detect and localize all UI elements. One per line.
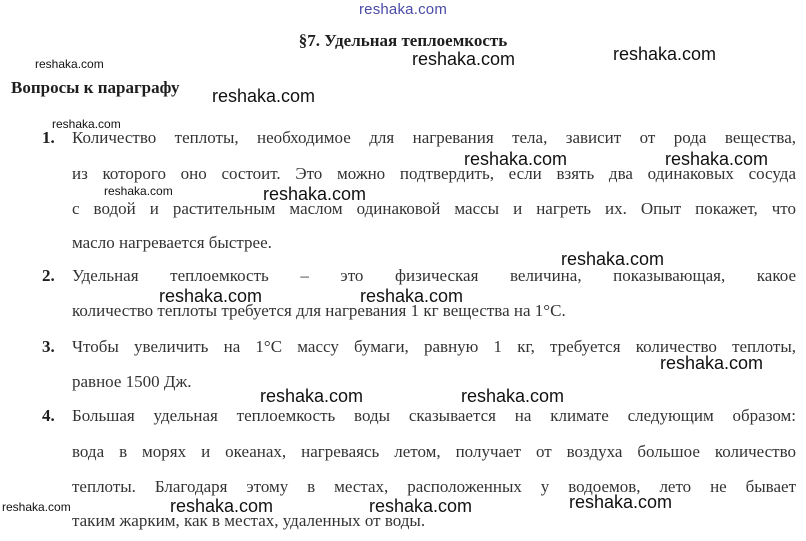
question-3-line-1: Чтобы увеличить на 1°С массу бумаги, равную 1 кг, требуется количество теплоты, [72,337,796,356]
question-4-line-4: таким жарким, как в местах, удаленных от воды. [72,511,426,530]
question-4-number: 4. [42,406,55,425]
question-1-line-1: Количество теплоты, необходимое для нагревания тела, зависит от рода вещества, [72,128,796,147]
question-2-line-1: Удельная теплоемкость – это физическая величина, показывающая, какое [72,266,796,285]
page-title: §7. Удельная теплоемкость [298,31,508,50]
question-1-number: 1. [42,128,55,147]
watermark: reshaka.com [260,386,364,406]
question-3-line-2: равное 1500 Дж. [72,372,192,391]
section-heading: Вопросы к параграфу [11,78,180,97]
watermark: reshaka.com [35,57,104,71]
watermark: reshaka.com [263,184,367,204]
question-4-line-1: Большая удельная теплоемкость воды сказывается на климате следующим образом: [72,406,796,425]
watermark: reshaka.com [52,117,121,131]
question-3-number: 3. [42,337,55,356]
question-1-line-4: масло нагревается быстрее. [72,233,272,252]
watermark: reshaka.com [104,184,173,198]
watermark: reshaka.com [212,86,316,106]
question-2-number: 2. [42,266,55,285]
watermark: reshaka.com [613,44,717,64]
watermark: reshaka.com [360,286,464,306]
watermark: reshaka.com [2,500,71,514]
question-1-line-2: из которого оно состоит. Это можно подтвердить, если взять два одинаковых сосуда [72,164,796,183]
watermark: reshaka.com [461,386,565,406]
question-1-line-3: с водой и растительным маслом одинаковой массы и нагреть их. Опыт покажет, что [72,199,796,218]
watermark: reshaka.com [170,496,274,516]
watermark: reshaka.com [412,49,516,69]
watermark: reshaka.com [665,149,769,169]
watermark: reshaka.com [561,249,665,269]
question-4-line-3: теплоты. Благодаря этому в местах, расположенных у водоемов, лето не бывает [72,477,796,496]
watermark: reshaka.com [369,496,473,516]
watermark: reshaka.com [464,149,568,169]
question-4-line-2: вода в морях и океанах, нагреваясь летом, получает от воздуха большое количество [72,442,796,461]
watermark: reshaka.com [569,492,673,512]
watermark: reshaka.com [660,353,764,373]
watermark: reshaka.com [159,286,263,306]
question-2-line-2: количество теплоты требуется для нагревания 1 кг вещества на 1°С. [72,301,566,320]
site-header-link[interactable]: reshaka.com [358,1,448,18]
